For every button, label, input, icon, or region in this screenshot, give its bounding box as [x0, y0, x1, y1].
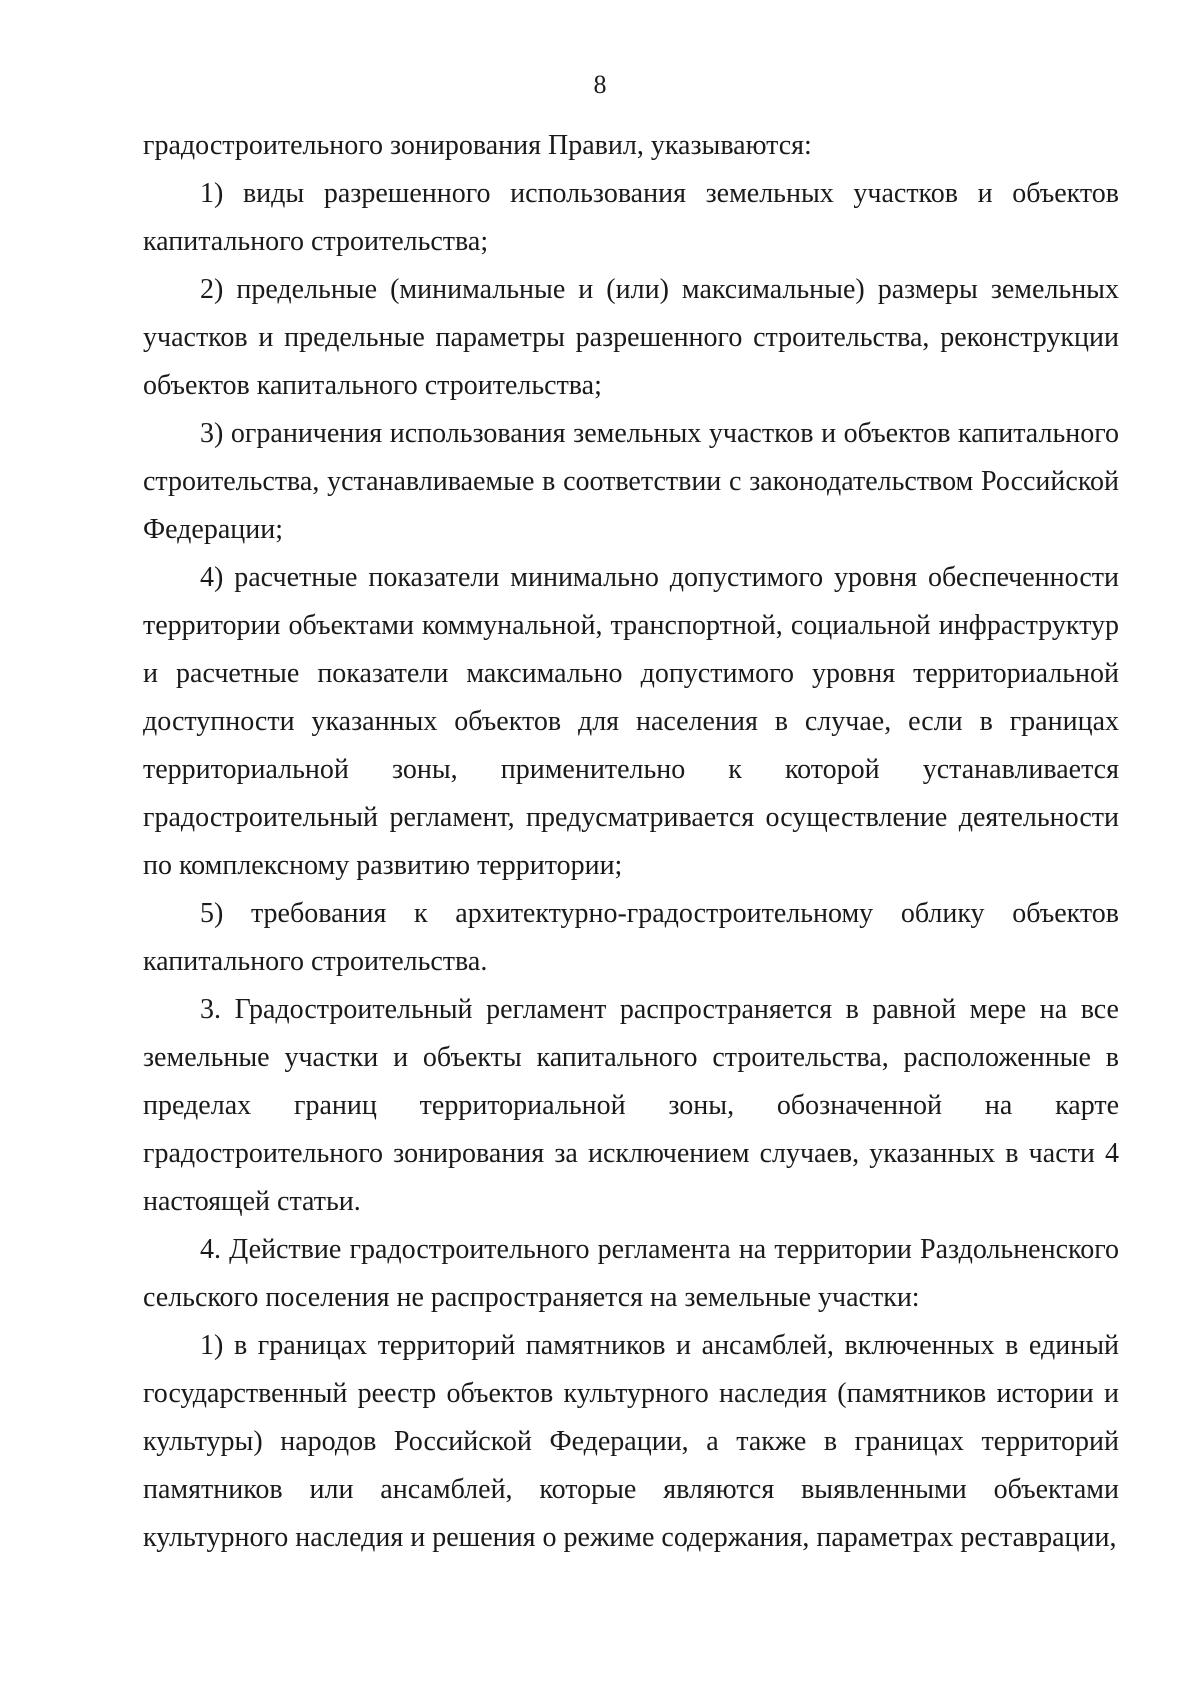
paragraph-section-4: 4. Действие градостроительного регламента на территории Раздольненского сельского поселения не распространяется на земельные участки:	[143, 1234, 1119, 1313]
paragraph-continuation: градостроительного зонирования Правил, указываются:	[143, 130, 812, 161]
paragraph-item-2-parameters: 2) предельные (минимальные и (или) максимальные) размеры земельных участков и предельные параметры разрешенного строительства, реконструкции объектов капитального строительства;	[143, 274, 1119, 401]
paragraph-item-4-calculated-indicators: 4) расчетные показатели минимально допустимого уровня обеспеченности территории объектами коммунальной, транспортной, социальной инфраструктур и расчетные показатели максимально допустимого уровня территориальной доступности указанных объектов для населения в случае, если в границах территориальной зоны, применительно к которой устанавливается градостроительный регламент, предусматривается осуществление деятельности по комплексному развитию территории;	[143, 562, 1119, 881]
paragraph-item-1-permitted-uses: 1) виды разрешенного использования земельных участков и объектов капитального строительства;	[143, 178, 1119, 257]
paragraph-section-4-item-1: 1) в границах территорий памятников и ансамблей, включенных в единый государственный реестр объектов культурного наследия (памятников истории и культуры) народов Российской Федерации, а также в границах территорий памятников или ансамблей, которые являются выявленными объектами культурного наследия и решения о режиме содержания, параметрах реставрации,	[143, 1330, 1119, 1553]
paragraph-item-3-restrictions: 3) ограничения использования земельных участков и объектов капитального строительства, устанавливаемые в соответствии с законодательством Российской Федерации;	[143, 418, 1119, 545]
paragraph-section-3: 3. Градостроительный регламент распространяется в равной мере на все земельные участки и объекты капитального строительства, расположенные в пределах границ территориальной зоны, обозначенной на карте градостроительного зонирования за исключением случаев, указанных в части 4 настоящей статьи.	[143, 994, 1119, 1217]
page-number: 8	[593, 70, 607, 99]
paragraph-item-5-architectural-requirements: 5) требования к архитектурно-градостроительному облику объектов капитального строительства.	[143, 898, 1119, 977]
document-body	[143, 122, 1119, 1562]
